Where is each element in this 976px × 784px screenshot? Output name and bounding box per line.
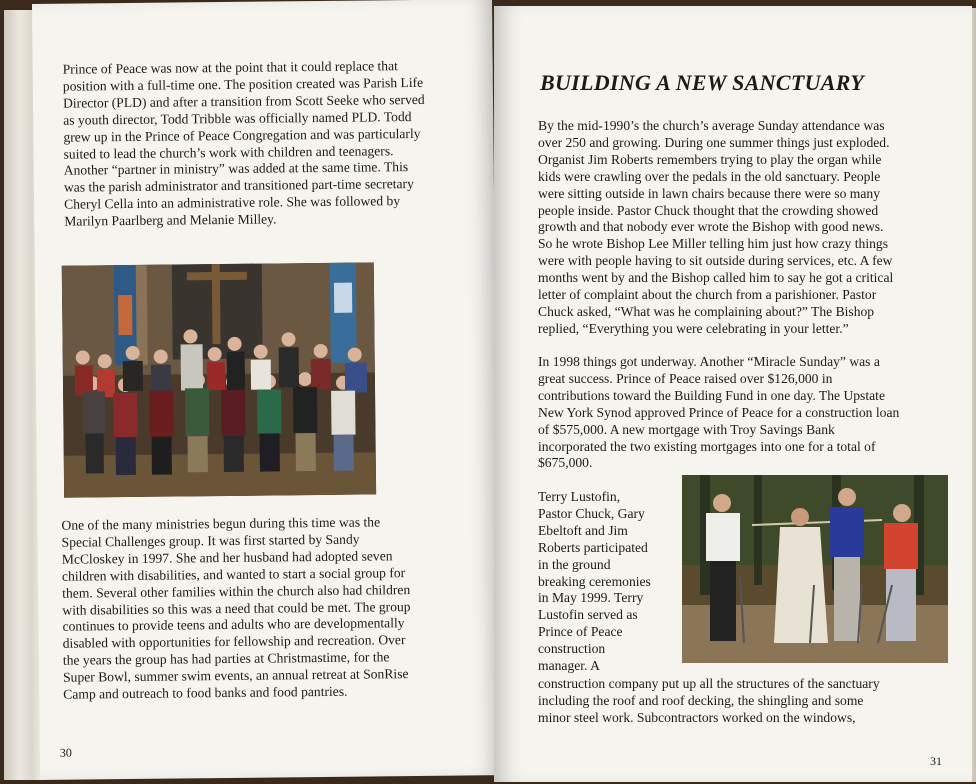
text-line: people inside. Pastor Chuck thought that the crowding showed: [538, 202, 879, 218]
text-line: replied, “Everything you were celebrating in your letter.”: [538, 320, 849, 336]
group-photo: [62, 262, 376, 497]
text-line: Ebeltoft and Jim: [538, 522, 628, 538]
text-line: great success. Prince of Peace raised over $126,000 in: [538, 370, 833, 386]
text-line: position with a full-time one. The position created was Parish Life: [62, 74, 424, 94]
text-line: Prince of Peace: [538, 624, 623, 640]
text-line: suited to lead the church’s work with children and teenagers.: [63, 142, 394, 162]
text-line: them. Several other families within the church also had children: [62, 581, 411, 601]
text-line: Another “partner in ministry” was added at the same time. This: [63, 159, 409, 179]
text-line: children with disabilities, and wanted to start a social group for: [61, 564, 406, 584]
text-line: were sitting outside in lawn chairs because there were so many: [538, 185, 880, 201]
right-page: [494, 6, 972, 782]
left-paragraph-1: [63, 58, 426, 231]
text-line: Special Challenges group. It was first started by Sandy: [61, 531, 360, 550]
text-line: incorporated the two existing mortgages into one for a total of: [538, 438, 876, 454]
section-heading: BUILDING A NEW SANCTUARY: [540, 70, 865, 95]
text-line: Director (PLD) and after a transition from Scott Seeke who served: [62, 91, 425, 111]
text-line: Super Bowl, summer swim events, an annual retreat at SonRise: [62, 666, 409, 685]
text-line: Marilyn Paarlberg and Melanie Milley.: [64, 211, 277, 229]
left-paragraph-2: [61, 514, 411, 704]
text-line: Camp and outreach to food banks and food pantries.: [63, 683, 348, 702]
groundbreaking-photo: [682, 475, 948, 663]
text-line: By the mid-1990’s the church’s average Sunday attendance was: [538, 118, 885, 133]
text-line: the years the group has had parties at Christmastime, for the: [62, 649, 390, 668]
text-line: breaking ceremonies: [538, 573, 651, 589]
text-line: Pastor Chuck, Gary: [538, 505, 645, 521]
text-line: In 1998 things got underway. Another “Miracle Sunday” was a: [538, 354, 880, 369]
right-paragraph-3-full: [538, 676, 880, 727]
text-line: One of the many ministries begun during this time was the: [61, 514, 381, 533]
text-line: in May 1999. Terry: [538, 590, 644, 606]
page-number-right: 31: [930, 754, 942, 768]
text-line: of $575,000. A new mortgage with Troy Savings Bank: [538, 421, 835, 437]
text-line: construction company put up all the structures of the sanctuary: [538, 676, 880, 691]
text-line: contributions toward the Building Fund in one day. The Upstate: [538, 387, 885, 403]
text-line: Prince of Peace was now at the point that it could replace that: [62, 58, 398, 77]
text-line: with disabilities so this was a need that could be met. The group: [62, 598, 411, 618]
text-line: manager. A: [538, 658, 600, 674]
text-line: continues to provide teens and adults who are developmentally: [62, 615, 405, 635]
text-line: McCloskey in 1997. She and her husband had adopted seven: [61, 548, 393, 567]
text-line: including the roof and roof decking, the shingling and some: [538, 692, 864, 708]
text-line: letter of complaint about the church from a parishioner. Pastor: [538, 287, 877, 303]
text-line: Cheryl Cella into an administrative role. She was followed by: [64, 193, 401, 212]
page-number-left: 30: [59, 745, 72, 760]
text-line: construction: [538, 641, 606, 657]
text-line: Organist Jim Roberts remembers trying to play the organ while: [538, 151, 882, 167]
text-line: New York Synod approved Prince of Peace for a construction loan: [538, 404, 900, 420]
right-paragraph-3-wrapped: [538, 489, 651, 675]
right-paragraph-2: [538, 354, 899, 472]
text-line: Chuck asked, “What was he complaining about?” The Bishop: [538, 303, 875, 319]
text-line: kids were crawling over the pedals in the old sanctuary. People: [538, 168, 881, 184]
text-line: So he wrote Bishop Lee Miller telling him just how crazy things: [538, 236, 888, 252]
text-line: $675,000.: [538, 455, 593, 471]
text-line: minor steel work. Subcontractors worked on the windows,: [538, 709, 856, 725]
text-line: grew up in the Prince of Peace Congregation and was particularly: [63, 125, 421, 145]
text-line: months went by and the Bishop called him to say he got a critical: [538, 270, 894, 286]
text-line: were with people having to sit outside during services, etc. A few: [538, 253, 893, 269]
text-line: Lustofin served as: [538, 607, 638, 623]
text-line: growth and that nobody ever wrote the Bishop with good news.: [538, 219, 884, 235]
left-page: [32, 0, 500, 780]
text-line: disabled with opportunities for fellowship and recreation. Over: [62, 632, 406, 652]
text-line: as youth director, Todd Tribble was officially named PLD. Todd: [63, 108, 412, 128]
text-line: Terry Lustofin,: [538, 489, 621, 504]
text-line: over 250 and growing. During one summer things just exploded.: [538, 134, 890, 150]
text-line: was the parish administrator and transitioned part-time secretary: [63, 176, 414, 196]
right-paragraph-1: [538, 118, 893, 338]
text-line: in the ground: [538, 556, 611, 572]
text-line: Roberts participated: [538, 539, 648, 555]
